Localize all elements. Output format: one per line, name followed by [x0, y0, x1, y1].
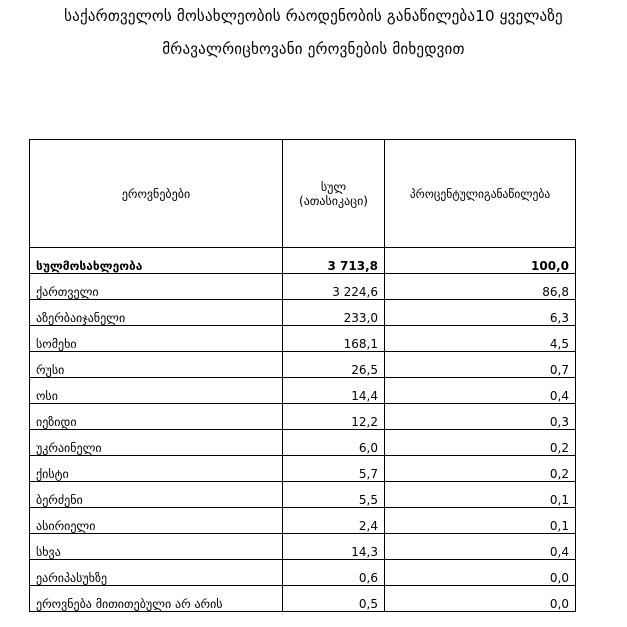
table-row — [30, 326, 576, 352]
table-row — [30, 456, 576, 482]
table-row — [30, 430, 576, 456]
cell-percent: 0,1 — [385, 508, 576, 534]
cell-ethnicity: სულმოსახლეობა — [30, 248, 283, 274]
cell-percent: 0,7 — [385, 352, 576, 378]
table-header-row — [30, 140, 576, 248]
column-header-total-line-1: სულ — [320, 179, 347, 194]
cell-percent: 0,0 — [385, 586, 576, 612]
cell-percent: 100,0 — [385, 248, 576, 274]
cell-ethnicity: სომეხი — [30, 326, 283, 352]
cell-percent: 0,0 — [385, 560, 576, 586]
cell-ethnicity: აზერბაიჯანელი — [30, 300, 283, 326]
cell-percent: 4,5 — [385, 326, 576, 352]
cell-total: 0,6 — [283, 560, 385, 586]
cell-total: 233,0 — [283, 300, 385, 326]
cell-percent: 0,3 — [385, 404, 576, 430]
cell-total: 5,7 — [283, 456, 385, 482]
cell-total: 3 224,6 — [283, 274, 385, 300]
cell-percent: 0,2 — [385, 456, 576, 482]
column-header-total-line-2: (ათასიკაცი) — [299, 193, 368, 208]
cell-percent: 0,4 — [385, 534, 576, 560]
cell-percent: 86,8 — [385, 274, 576, 300]
column-header-percent: პროცენტულიგანაწილება — [385, 140, 576, 248]
cell-ethnicity: სხვა — [30, 534, 283, 560]
column-header-total — [283, 140, 385, 248]
cell-percent: 0,2 — [385, 430, 576, 456]
cell-total: 14,4 — [283, 378, 385, 404]
cell-total: 0,5 — [283, 586, 385, 612]
table-row — [30, 274, 576, 300]
cell-ethnicity: ქართველი — [30, 274, 283, 300]
population-by-ethnicity-table — [29, 139, 576, 612]
table-row — [30, 560, 576, 586]
cell-ethnicity: ქისტი — [30, 456, 283, 482]
cell-percent: 6,3 — [385, 300, 576, 326]
table-row — [30, 352, 576, 378]
table-row-total — [30, 248, 576, 274]
column-header-ethnicity: ეროვნებები — [30, 140, 283, 248]
cell-total: 3 713,8 — [283, 248, 385, 274]
table-row — [30, 534, 576, 560]
cell-total: 5,5 — [283, 482, 385, 508]
cell-ethnicity: ეროვნება მითითებული არ არის — [30, 586, 283, 612]
document-title-line-1: საქართველოს მოსახლეობის რაოდენობის განაწილება10 ყველაზე — [64, 7, 563, 25]
cell-ethnicity: ასირიელი — [30, 508, 283, 534]
cell-ethnicity: უკრაინელი — [30, 430, 283, 456]
cell-percent: 0,1 — [385, 482, 576, 508]
cell-ethnicity: რუსი — [30, 352, 283, 378]
document-title-line-2: მრავალრიცხოვანი ეროვნების მიხედვით — [162, 40, 465, 58]
table-row — [30, 404, 576, 430]
cell-total: 26,5 — [283, 352, 385, 378]
cell-ethnicity: ბერძენი — [30, 482, 283, 508]
cell-total: 2,4 — [283, 508, 385, 534]
cell-total: 6,0 — [283, 430, 385, 456]
cell-ethnicity: იეზიდი — [30, 404, 283, 430]
table-row — [30, 378, 576, 404]
cell-percent: 0,4 — [385, 378, 576, 404]
table-row — [30, 482, 576, 508]
cell-total: 14,3 — [283, 534, 385, 560]
cell-ethnicity: ოსი — [30, 378, 283, 404]
table-row — [30, 508, 576, 534]
table-row — [30, 586, 576, 612]
cell-total: 12,2 — [283, 404, 385, 430]
cell-total: 168,1 — [283, 326, 385, 352]
table-row — [30, 300, 576, 326]
cell-ethnicity: ეარიპასუხზე — [30, 560, 283, 586]
